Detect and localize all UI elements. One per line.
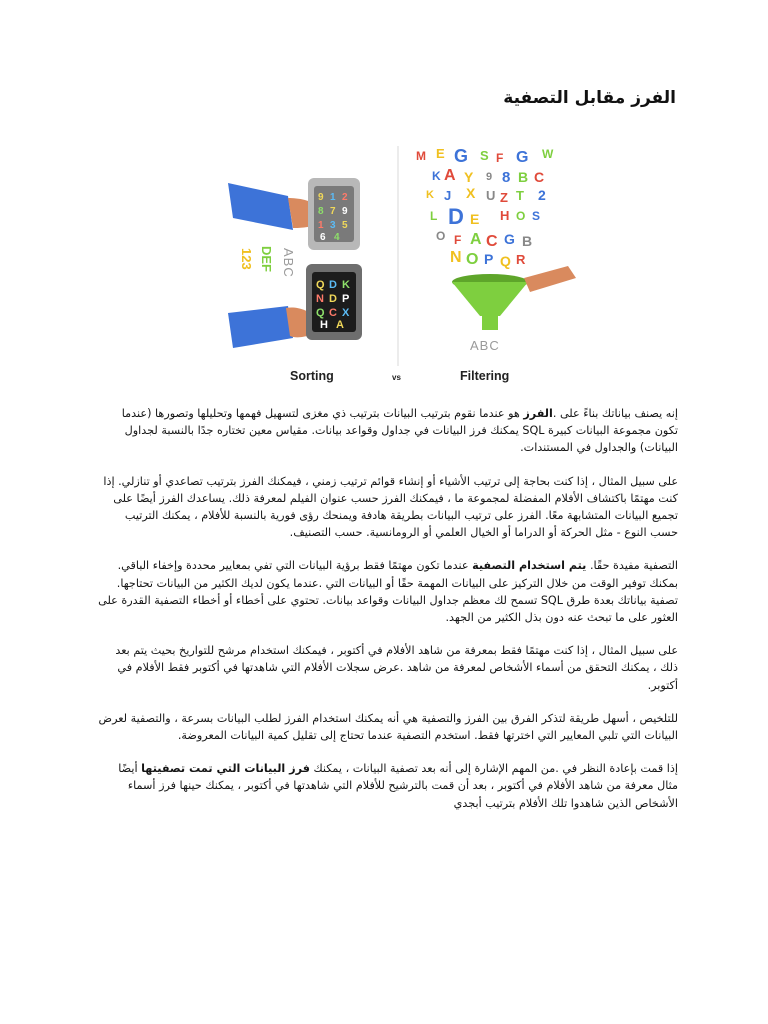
svg-text:H: H [320,319,328,331]
svg-text:A: A [444,167,456,184]
svg-text:7: 7 [330,206,336,217]
svg-text:3: 3 [330,220,336,231]
svg-text:C: C [329,307,337,319]
side-letters-123: 123 [239,248,254,270]
svg-text:H: H [500,208,510,223]
svg-text:K: K [342,279,350,291]
svg-text:P: P [342,293,350,305]
lower-arm-icon [228,306,293,348]
svg-text:C: C [486,233,498,250]
svg-text:O: O [466,251,479,268]
svg-text:M: M [416,149,426,163]
filtering-panel [416,146,576,383]
svg-text:G: G [504,231,515,247]
svg-text:D: D [329,293,337,305]
side-letters-abc: ABC [281,248,296,278]
svg-text:A: A [336,319,344,331]
paragraph-6: إذا قمت بإعادة النظر في .من المهم الإشارة إلى أنه بعد تصفية البيانات ، يمكنك فرز البيانات التي تمت تصفيتها أيضًا مثال معرفة من شاهد الأفلام في أكتوبر ، بعد أن قمت بالترشيح للأفلام التي شاهدتها في أكتوبر ، يمكنك حينها فرز أسماء الأشخاص الذين شاهدوا تلك الأفلام بترتيب أبجدي [118,762,678,810]
svg-text:Z: Z [500,190,508,205]
svg-text:Q: Q [316,279,325,291]
svg-text:Y: Y [464,169,474,185]
svg-text:9: 9 [486,171,493,183]
svg-text:E: E [436,146,445,161]
svg-text:J: J [444,188,452,203]
side-letters-def: DEF [259,246,274,272]
svg-text:O: O [436,229,446,243]
svg-text:F: F [496,151,504,165]
svg-text:T: T [516,188,524,203]
vs-label: vs [392,373,401,382]
svg-text:X: X [342,307,350,319]
sorting-label: Sorting [290,369,334,383]
svg-text:K: K [432,169,441,183]
svg-text:8: 8 [318,206,324,217]
paragraph-5: للتلخيص ، أسهل طريقة لتذكر الفرق بين الفرز والتصفية هي أنه يمكنك استخدام الفرز لطلب البيانات بسرعة ، والتصفية لعرض البيانات التي تلبي المعايير التي اخترتها فقط. استخدم التصفية عندما تحتاج إلى تقليل كمية البيانات المعروضة. [98,711,678,743]
paragraph-3: التصفية مفيدة حقًا. يتم استخدام التصفية عندما تكون مهتمًا فقط برؤية البيانات التي تفي بمعايير محددة وإخفاء الباقي. بمكنك توفير الوقت من خلال التركيز على البيانات المهمة حقًا أو البيانات التي .عندما يكون لديك الكثير من البيانات تحتاجها. تصفية بياناتك بعدة طرق SQL تسمح لك معظم جداول البيانات وقواعد بيانات. تحتوي على أخطاء أو أخطاء التصفية القدرة على العثور على ما تبحث عنه دون بذل الكثير من الجهد. [98,559,678,625]
svg-text:G: G [454,146,469,166]
svg-text:Q: Q [500,253,511,269]
paragraph-2: على سبيل المثال ، إذا كنت بحاجة إلى ترتيب الأشياء أو إنشاء قوائم ترتيب زمني ، فيمكنك الفرز بترتيب تصاعدي أو تنازلي. إذا كنت مهتمًا باكتشاف الأفلام المفضلة لمجموعة ما ، فيمكنك الفرز حسب عنوان الفيلم لمعرفة ذلك. يساعدك الفرز أيضًا على تجميع البيانات المتشابهة معًا. الفرز على ترتيب البيانات بطريقة هادفة ويمنحك رؤى فورية بالنسبة للأفلام ، يمكنك الترتيب حسب النوع - مثل الحركة أو الدراما أو الخيال العلمي أو الرومانسية. حسب التصنيف. [103,474,678,540]
svg-text:F: F [454,233,462,247]
svg-text:9: 9 [318,192,324,203]
illustration-svg [98,128,670,388]
svg-text:W: W [542,147,554,161]
svg-text:N: N [450,249,462,266]
svg-text:Q: Q [316,307,325,319]
svg-text:O: O [516,209,526,223]
svg-text:D: D [448,204,464,229]
sorted-letters [281,248,296,278]
svg-text:9: 9 [342,206,348,217]
svg-text:2: 2 [342,192,348,203]
svg-text:E: E [470,211,480,227]
svg-text:C: C [534,169,545,185]
falling-letters [416,146,554,269]
funnel-icon [452,282,528,316]
filter-hand-icon [524,266,576,292]
svg-text:8: 8 [502,169,511,186]
funnel-output-abc: ABC [470,338,500,353]
svg-text:B: B [518,169,529,185]
svg-text:K: K [426,189,434,201]
paragraph-1: إنه يصنف بياناتك بناءً على .الفرز هو عندما نقوم بترتيب البيانات بترتيب ذي مغزى لتسهيل فهمها وتحليلها وتصورها (عندما تكون مجموعة البيانات كبيرة SQL يمكنك فرز البيانات في جداول وقواعد بيانات. مقياس معين تختاره جدًا بالنسبة لجداول البيانات) والجداول في المستندات. [121,407,678,455]
svg-text:S: S [532,209,541,223]
svg-text:U: U [486,188,496,203]
svg-text:X: X [466,185,476,201]
svg-text:5: 5 [342,220,348,231]
svg-text:S: S [480,148,489,163]
svg-text:4: 4 [334,232,340,243]
document-body [98,405,678,828]
filtering-label: Filtering [460,369,510,383]
svg-text:L: L [430,209,438,223]
page-title: الفرز مقابل التصفية [503,88,676,108]
svg-text:A: A [470,231,482,248]
svg-text:R: R [516,252,526,267]
svg-text:P: P [484,251,494,267]
sorting-vs-filtering-illustration [98,128,670,388]
sorting-panel [228,178,362,383]
svg-text:G: G [516,149,529,166]
svg-text:6: 6 [320,232,326,243]
svg-text:N: N [316,293,324,305]
svg-text:2: 2 [538,187,546,203]
upper-arm-icon [228,183,293,230]
svg-text:D: D [329,279,337,291]
svg-text:B: B [522,233,533,249]
paragraph-4: على سبيل المثال ، إذا كنت مهتمًا فقط بمعرفة من شاهد الأفلام في أكتوبر ، فيمكنك استخدام مرشح للتواريخ بحيث يتم بعد ذلك ، يمكنك التحقق من أسماء الأشخاص لمعرفة من شاهد .عرض سجلات الأفلام التي شاهدتها في أكتوبر فقط الأفلام في أكتوبر. [115,644,678,692]
svg-text:1: 1 [318,220,324,231]
svg-text:1: 1 [330,192,336,203]
